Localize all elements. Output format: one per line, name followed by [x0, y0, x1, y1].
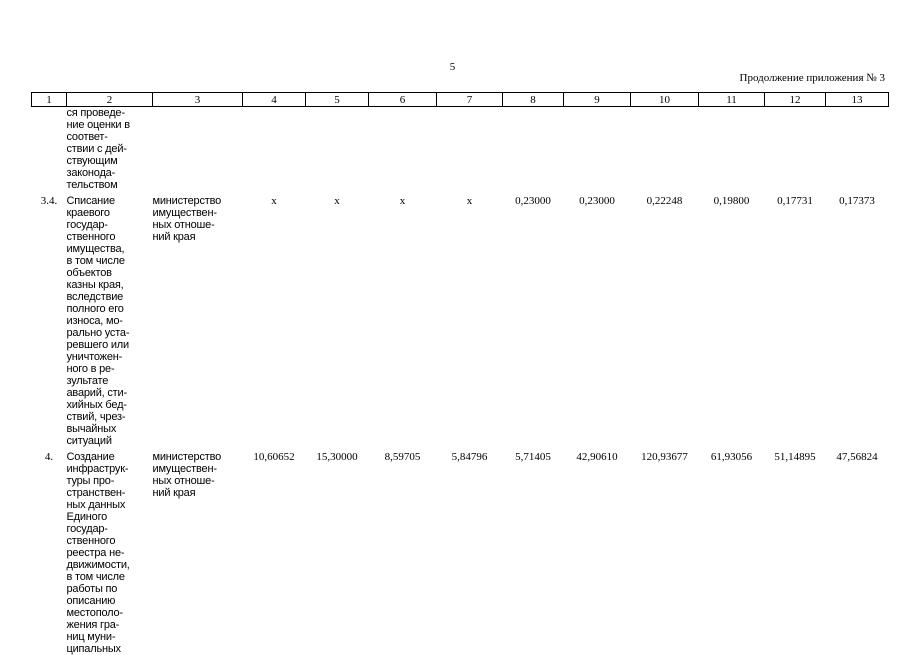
text-line: ственного: [66, 231, 116, 243]
text-line: ний края: [152, 231, 196, 243]
text-line: описанию: [66, 595, 116, 607]
value-cell: 10,60652: [253, 451, 295, 463]
column-header: 12: [765, 93, 826, 107]
column-header: 4: [243, 93, 306, 107]
column-header: 1: [32, 93, 67, 107]
text-line: износа, мо-: [66, 315, 123, 327]
text-line: в том числе: [66, 255, 125, 267]
value-cell: 0,22248: [646, 195, 683, 207]
table-row: [32, 195, 889, 447]
value-cell: 5,84796: [451, 451, 488, 463]
column-numbers-row: [32, 93, 889, 107]
value-cell: 61,93056: [710, 451, 753, 463]
text-line: Создание: [66, 451, 115, 463]
text-line: казны края,: [66, 279, 124, 291]
text-line: ципальных: [66, 643, 121, 655]
column-header: 11: [699, 93, 765, 107]
text-line: ся проведе-: [66, 107, 125, 119]
text-line: местополо-: [66, 607, 123, 619]
text-line: тельством: [66, 179, 118, 191]
value-cell: 15,30000: [316, 451, 358, 463]
text-line: вследствие: [66, 291, 124, 303]
row-index: 4.: [44, 451, 54, 463]
text-line: ного в ре-: [66, 363, 115, 375]
value-cell: 47,56824: [836, 451, 878, 463]
text-line: жения гра-: [66, 619, 120, 631]
text-line: аварий, сти-: [66, 387, 127, 399]
text-line: инфраструк-: [66, 463, 129, 475]
text-line: Списание: [66, 195, 115, 207]
text-line: ние оценки в: [66, 119, 130, 131]
text-line: реестра не-: [66, 547, 125, 559]
text-line: ствий, чрез-: [66, 411, 126, 423]
activity-name-cell: [67, 195, 153, 447]
text-line: Единого: [66, 511, 108, 523]
column-header: 3: [153, 93, 243, 107]
value-cell: 42,90610: [576, 451, 618, 463]
value-cell: 0,19800: [713, 195, 750, 207]
value-cell: 8,59705: [384, 451, 421, 463]
text-line: ний края: [152, 487, 196, 499]
page-number: 5: [449, 61, 456, 73]
value-cell: 0,17373: [839, 195, 875, 207]
text-line: государ-: [66, 523, 108, 535]
text-line: рально уста-: [66, 327, 130, 339]
text-line: зультате: [66, 375, 109, 387]
value-cell: 5,71405: [515, 451, 551, 463]
value-cell: х: [334, 195, 340, 207]
value-cell: х: [271, 195, 277, 207]
column-header: 7: [437, 93, 503, 107]
column-header: 2: [67, 93, 153, 107]
activity-name-cell: [67, 451, 153, 655]
table-row: [32, 451, 889, 655]
text-line: в том числе: [66, 571, 125, 583]
text-line: ных данных: [66, 499, 126, 511]
text-line: государ-: [66, 219, 108, 231]
text-line: законода-: [66, 167, 116, 179]
text-line: ственного: [66, 535, 116, 547]
column-header: 8: [503, 93, 564, 107]
text-line: странствен-: [66, 487, 126, 499]
text-line: краевого: [66, 207, 110, 219]
value-cell: 51,14895: [774, 451, 816, 463]
executor-cell: [153, 195, 243, 447]
text-line: туры про-: [66, 475, 115, 487]
value-cell: 120,93677: [641, 451, 688, 463]
executor-cell: [153, 451, 243, 655]
text-line: вычайных: [66, 423, 117, 435]
text-line: ствии с дей-: [66, 143, 127, 155]
column-header: 6: [369, 93, 437, 107]
row-index: 3.4.: [40, 195, 58, 207]
column-header: 5: [306, 93, 369, 107]
carryover-row: [32, 107, 889, 192]
text-line: имуществен-: [152, 463, 217, 475]
text-line: объектов: [66, 267, 112, 279]
text-line: ситуаций: [66, 435, 112, 447]
text-line: имуществен-: [152, 207, 217, 219]
text-line: движимости,: [66, 559, 130, 571]
text-line: полного его: [66, 303, 124, 315]
value-cell: 0,23000: [515, 195, 551, 207]
value-cell: 0,17731: [777, 195, 813, 207]
text-line: министерство: [152, 451, 222, 463]
text-line: ниц муни-: [66, 631, 116, 643]
text-line: министерство: [152, 195, 222, 207]
column-header: 10: [631, 93, 699, 107]
text-line: хийных бед-: [66, 399, 127, 411]
text-line: работы по: [66, 583, 118, 595]
text-line: имущества,: [66, 243, 125, 255]
column-header: 13: [826, 93, 889, 107]
text-line: ных отноше-: [152, 475, 215, 487]
text-line: ных отноше-: [152, 219, 215, 231]
text-line: ствующим: [66, 155, 118, 167]
carryover-name-cell: [67, 107, 153, 192]
value-cell: 0,23000: [579, 195, 615, 207]
appendix-continuation-label: Продолжение приложения № 3: [739, 72, 885, 84]
value-cell: х: [399, 195, 406, 207]
appendix-table: [31, 92, 889, 655]
text-line: уничтожен-: [66, 351, 123, 363]
value-cell: х: [466, 195, 473, 207]
text-line: ревшего или: [66, 339, 129, 351]
text-line: соответ-: [66, 131, 108, 143]
column-header: 9: [564, 93, 631, 107]
